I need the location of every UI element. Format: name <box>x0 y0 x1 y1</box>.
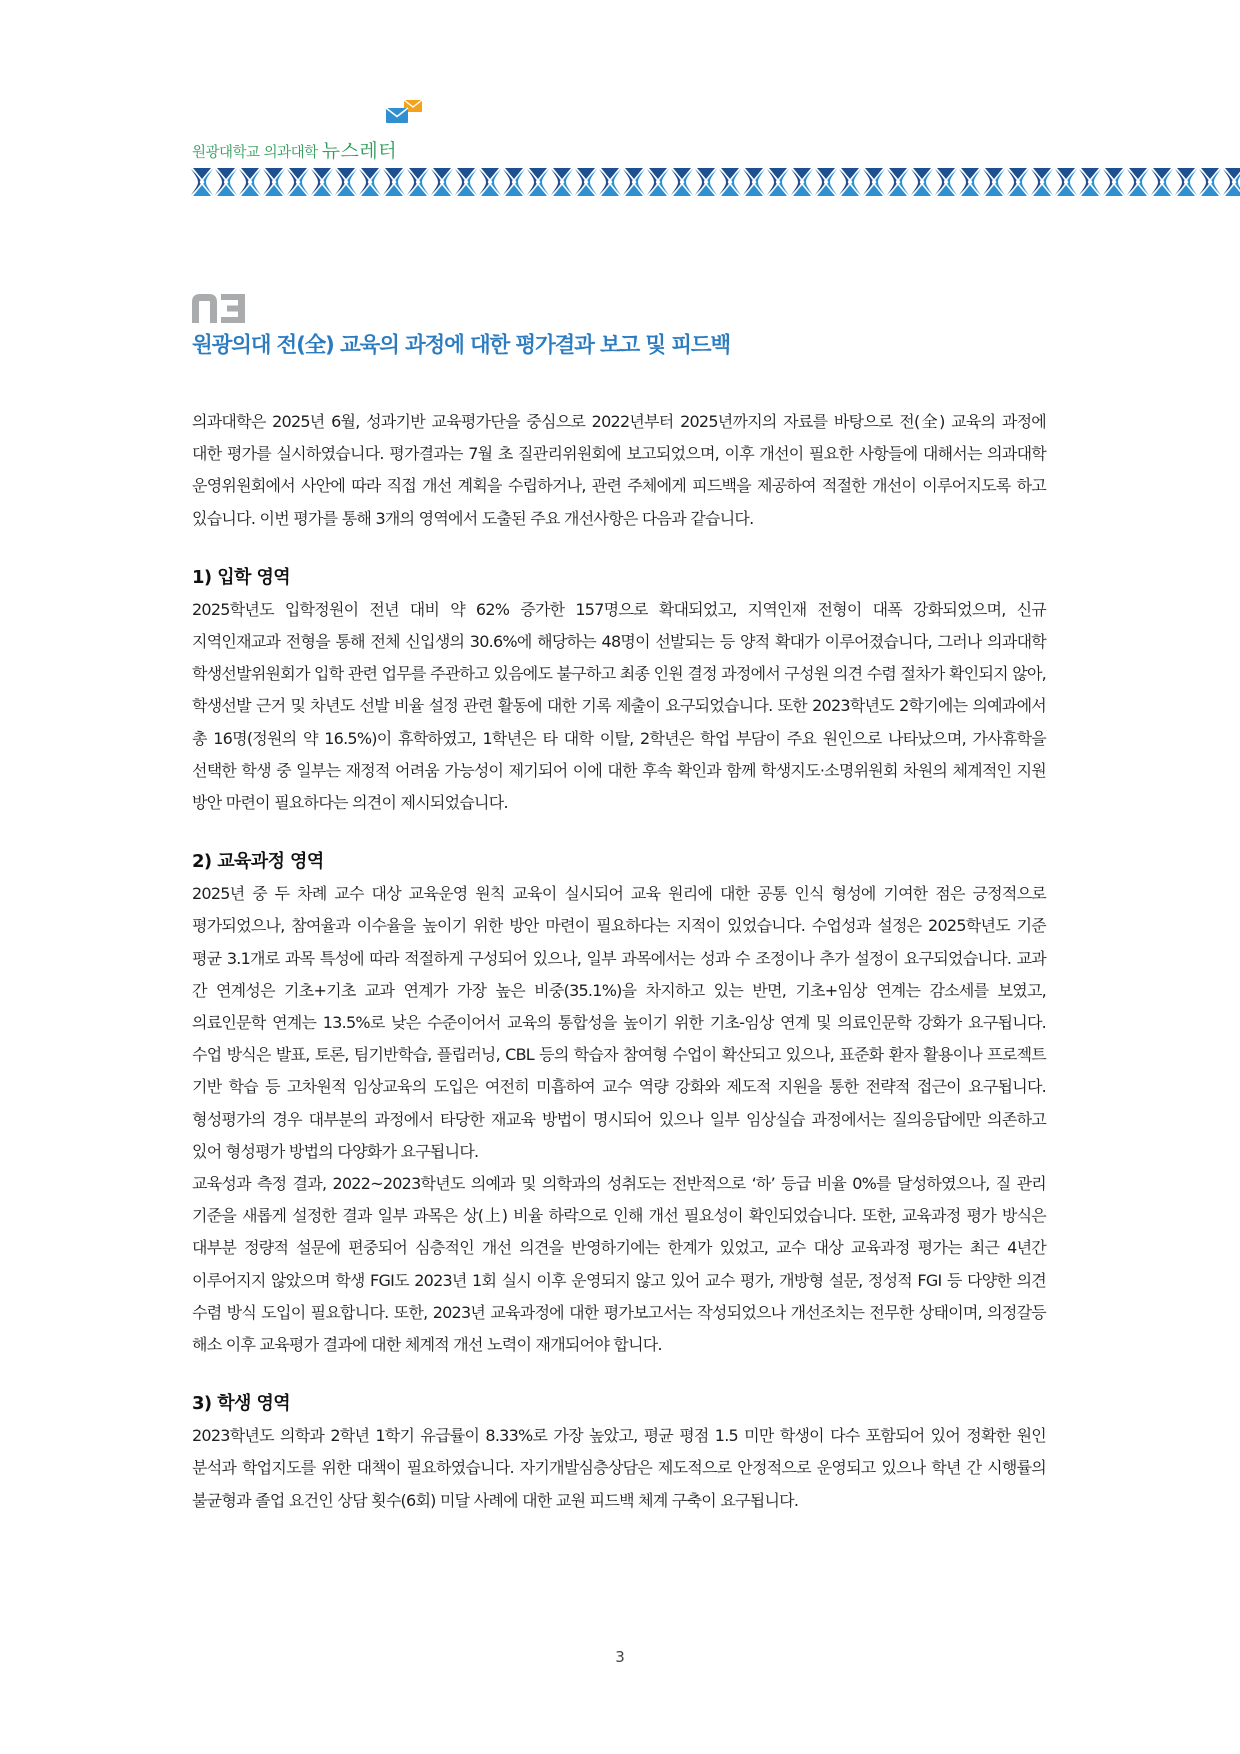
page-number: 3 <box>615 1648 625 1666</box>
curriculum-paragraph-1: 2025년 중 두 차례 교수 대상 교육운영 원칙 교육이 실시되어 교육 원리에 대한 공통 인식 형성에 기여한 점은 긍정적으로 평가되었으나, 참여율과 이수율을 높이기 위한 방안 마련이 필요하다는 지적이 있었습니다. 수업성과 설정은 2025학년도 기준 평균 3.1개로 과목 특성에 따라 적절하게 구성되어 있으나, 일부 과목에서는 성과 수 조정이나 추가 설정이 요구되었습니다. 교과 간 연계성은 기초+기초 교과 연계가 가장 높은 비중(35.1%)을 차지하고 있는 반면, 기초+임상 연계는 감소세를 보였고, 의료인문학 연계는 13.5%로 낮은 수준이어서 교육의 통합성을 높이기 위한 기초-임상 연계 및 의료인문학 강화가 요구됩니다. 수업 방식은 발표, 토론, 팀기반학습, 플립러닝, CBL 등의 학습자 참여형 수업이 확산되고 있으나, 표준화 환자 활용이나 프로젝트 기반 학습 등 고차원적 임상교육의 도입은 여전히 미흡하여 교수 역량 강화와 제도적 지원을 통한 전략적 접근이 요구됩니다. 형성평가의 경우 대부분의 과정에서 타당한 재교육 방법이 명시되어 있으나 일부 임상실습 과정에서는 질의응답에만 의존하고 있어 형성평가 방법의 다양화가 요구됩니다. <box>192 884 1046 1161</box>
heading-curriculum: 2) 교육과정 영역 <box>192 851 324 873</box>
newsletter-label: 뉴스레터 <box>321 140 398 162</box>
curriculum-paragraph-2: 교육성과 측정 결과, 2022~2023학년도 의예과 및 의학과의 성취도는 전반적으로 ‘하’ 등급 비율 0%를 달성하였으나, 질 관리 기준을 새롭게 설정한 결과 일부 과목은 상(上) 비율 하락으로 인해 개선 필요성이 확인되었습니다. 또한, 교육과정 평가 방식은 대부분 정량적 설문에 편중되어 심층적인 개선 의견을 반영하기에는 한계가 있었고, 교수 대상 교육과정 평가는 최근 4년간 이루어지지 않았으며 학생 FGI도 2023년 1회 실시 이후 운영되지 않고 있어 교수 평가, 개방형 설문, 정성적 FGI 등 다양한 의견 수렴 방식 도입이 필요합니다. 또한, 2023년 교육과정에 대한 평가보고서는 작성되었으나 개선조치는 전무한 상태이며, 의정갈등 해소 이후 교육평가 결과에 대한 체계적 개선 노력이 재개되어야 합니다. <box>192 1174 1046 1355</box>
heading-admission: 1) 입학 영역 <box>192 566 291 588</box>
section-title: 원광의대 전(全) 교육의 과정에 대한 평가결과 보고 및 피드백 <box>192 333 730 358</box>
admission-paragraph: 2025학년도 입학정원이 전년 대비 약 62% 증가한 157명으로 확대되었고, 지역인재 전형이 대폭 강화되었으며, 신규 지역인재교과 전형을 통해 전체 신입생의 30.6%에 해당하는 48명이 선발되는 등 양적 확대가 이루어졌습니다, 그러나 의과대학 학생선발위원회가 입학 관련 업무를 주관하고 있음에도 불구하고 최종 인원 결정 과정에서 구성원 의견 수렴 절차가 확인되지 않아, 학생선발 근거 및 차년도 선발 비율 설정 관련 활동에 대한 기록 제출이 요구되었습니다. 또한 2023학년도 2학기에는 의예과에서 총 16명(정원의 약 16.5%)이 휴학하였고, 1학년은 타 대학 이탈, 2학년은 학업 부담이 주요 원인으로 나타났으며, 가사휴학을 선택한 학생 중 일부는 재정적 어려움 가능성이 제기되어 이에 대한 후속 확인과 함께 학생지도·소명위원회 차원의 체계적인 지원 방안 마련이 필요하다는 의견이 제시되었습니다. <box>192 599 1046 813</box>
newsletter-masthead <box>192 98 432 162</box>
student-paragraph: 2023학년도 의학과 2학년 1학기 유급률이 8.33%로 가장 높았고, 평균 평점 1.5 미만 학생이 다수 포함되어 있어 정확한 원인 분석과 학업지도를 위한 대책이 필요하였습니다. 자기개발심층상담은 제도적으로 안정적으로 운영되고 있으나 학년 간 시행률의 불균형과 졸업 요건인 상담 횟수(6회) 미달 사례에 대한 교원 피드백 체계 구축이 요구됩니다. <box>192 1426 1046 1510</box>
article-body <box>192 406 1046 1517</box>
masthead-title <box>192 136 397 163</box>
heading-student: 3) 학생 영역 <box>192 1393 291 1415</box>
decorative-pattern-band <box>190 166 1240 198</box>
intro-paragraph: 의과대학은 2025년 6월, 성과기반 교육평가단을 중심으로 2022년부터 2025년까지의 자료를 바탕으로 전(全) 교육의 과정에 대한 평가를 실시하였습니다. 평가결과는 7월 초 질관리위원회에 보고되었으며, 이후 개선이 필요한 사항들에 대해서는 의과대학 운영위원회에서 사안에 따라 직접 개선 계획을 수립하거나, 관련 주체에게 피드백을 제공하여 적절한 개선이 이루어지도록 하고 있습니다. 이번 평가를 통해 3개의 영역에서 도출된 주요 개선사항은 다음과 같습니다. <box>192 412 1046 528</box>
mail-envelope-icon <box>382 98 430 132</box>
section-number: 03 <box>191 290 193 291</box>
school-name: 원광대학교 의과대학 <box>192 145 318 161</box>
section-number-graphic <box>191 290 251 324</box>
